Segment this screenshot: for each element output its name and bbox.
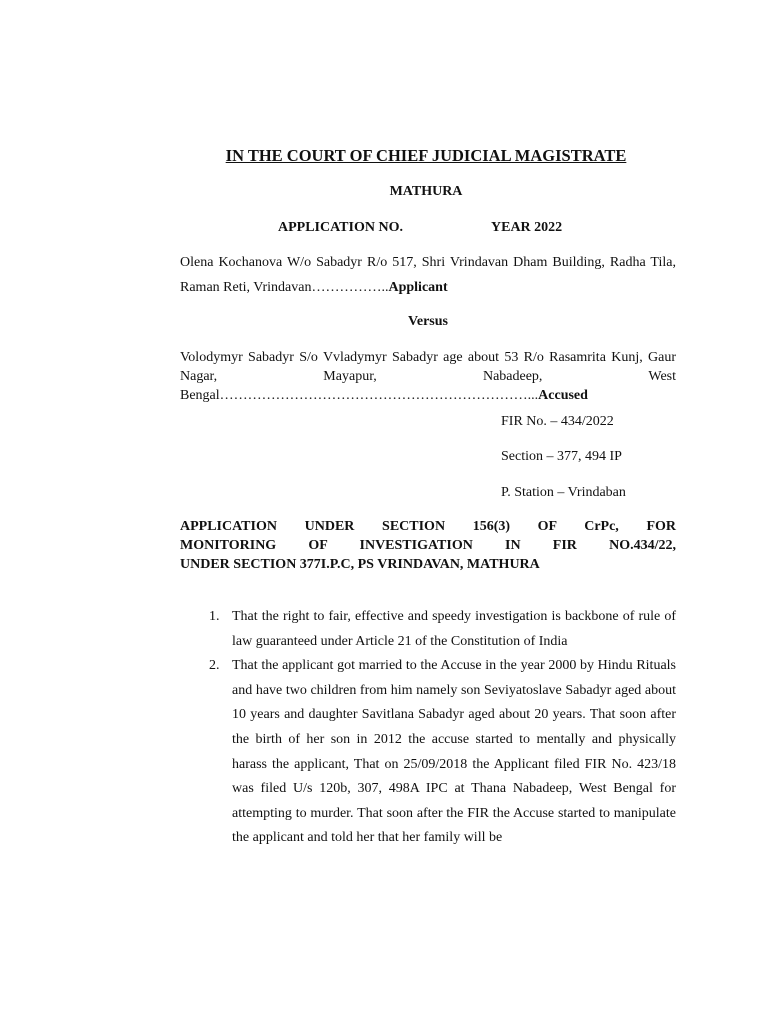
- applicant-paragraph: [180, 250, 676, 300]
- court-title: IN THE COURT OF CHIEF JUDICIAL MAGISTRATE: [225, 146, 627, 165]
- list-item-number: 2.: [209, 658, 220, 674]
- heading-line: UNDER SECTION 377I.P.C, PS VRINDAVAN, MATHURA: [180, 557, 540, 572]
- applicant-details: Olena Kochanova W/o Sabadyr R/o 517, Shri Vrindavan Dham Building, Radha Tila, Raman Reti, Vrindavan……………..: [180, 255, 676, 295]
- accused-tag: Accused: [538, 388, 588, 403]
- list-item-number: 1.: [209, 609, 220, 624]
- police-station-line: P. Station – Vrindaban: [501, 485, 626, 500]
- accused-paragraph: [180, 348, 676, 405]
- application-number-label: APPLICATION NO.: [278, 220, 403, 235]
- application-heading: [180, 517, 676, 574]
- accused-details: Volodymyr Sabadyr S/o Vvladymyr Sabadyr age about 53 R/o Rasamrita Kunj, Gaur Nagar, Mayapur, Nabadeep, West Bengal…………………………………………………………...: [180, 350, 676, 403]
- list-item-text: That the applicant got married to the Accuse in the year 2000 by Hindu Rituals and have two children from him namely son Seviyatoslave Sabadyr aged about 10 years and daughter Savitlana Sabadyr aged about 20 years. That soon after the birth of her son in 2012 the accuse started to mentally and physically harass the applicant, That on 25/09/2018 the Applicant filed FIR No. 423/18 was filed U/s 120b, 307, 498A IPC at Thana Nabadeep, West Bengal for attempting to murder. That soon after the FIR the Accuse started to manipulate the applicant and told her that her family will be: [232, 658, 676, 846]
- section-line: Section – 377, 494 IP: [501, 449, 622, 464]
- fir-number: FIR No. – 434/2022: [501, 414, 614, 429]
- list-item-text: That the right to fair, effective and speedy investigation is backbone of rule of law guaranteed under Article 21 of the Constitution of India: [232, 609, 676, 649]
- list-item: [180, 605, 676, 654]
- versus-label: Versus: [408, 314, 448, 329]
- heading-line: APPLICATION UNDER SECTION 156(3) OF CrPc, FOR: [180, 519, 676, 534]
- heading-line: MONITORING OF INVESTIGATION IN FIR NO.434/22,: [180, 538, 676, 553]
- court-city: MATHURA: [389, 184, 463, 199]
- applicant-tag: Applicant: [388, 280, 448, 295]
- application-year: YEAR 2022: [491, 220, 563, 235]
- points-list: [180, 605, 676, 851]
- list-item: [180, 654, 676, 851]
